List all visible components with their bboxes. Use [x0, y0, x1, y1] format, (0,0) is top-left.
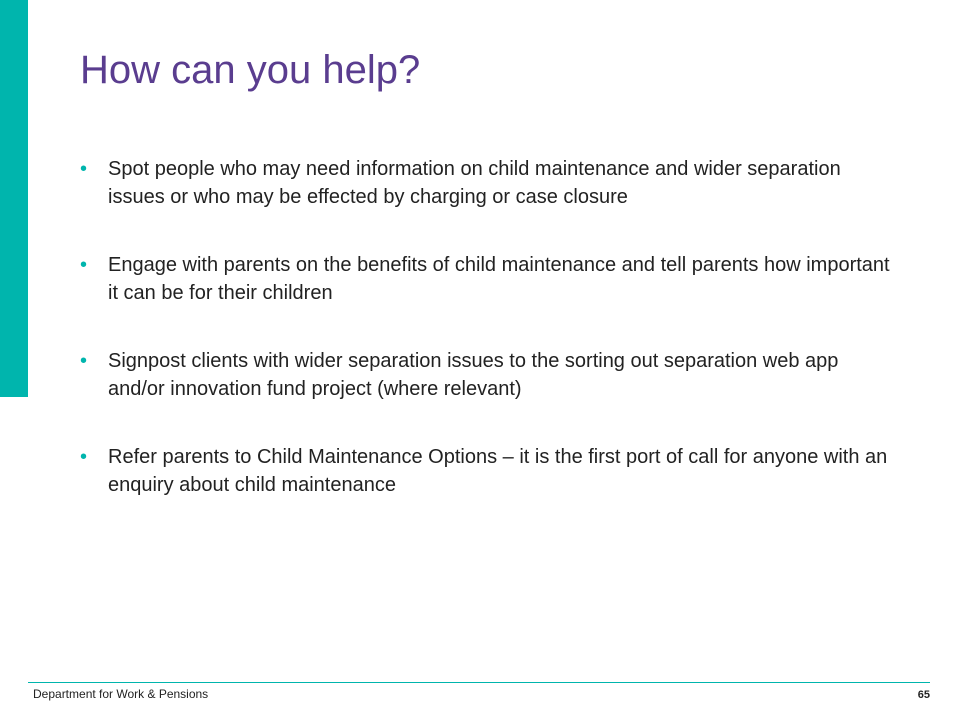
bullet-item	[80, 347, 900, 403]
footer-organization: Department for Work & Pensions	[33, 687, 209, 701]
bullet-dot-icon: •	[80, 158, 88, 180]
bullet-dot-icon: •	[80, 446, 88, 468]
bullet-dot-icon: •	[80, 254, 88, 276]
slide-title: How can you help?	[80, 48, 421, 92]
bullet-text: Refer parents to Child Maintenance Options – it is the first port of call for anyone with an enquiry about child maintenance	[108, 446, 888, 496]
footer-divider	[28, 682, 930, 683]
bullet-item	[80, 443, 900, 499]
bullet-list	[80, 155, 900, 539]
bullet-text: Spot people who may need information on child maintenance and wider separation issues or who may be effected by charging or case closure	[108, 158, 841, 208]
accent-bar	[0, 0, 28, 397]
bullet-dot-icon: •	[80, 350, 88, 372]
bullet-text: Engage with parents on the benefits of child maintenance and tell parents how important it can be for their children	[108, 254, 890, 304]
bullet-item	[80, 155, 900, 211]
bullet-item	[80, 251, 900, 307]
bullet-text: Signpost clients with wider separation issues to the sorting out separation web app and/or innovation fund project (where relevant)	[108, 350, 839, 400]
page-number: 65	[917, 689, 930, 701]
